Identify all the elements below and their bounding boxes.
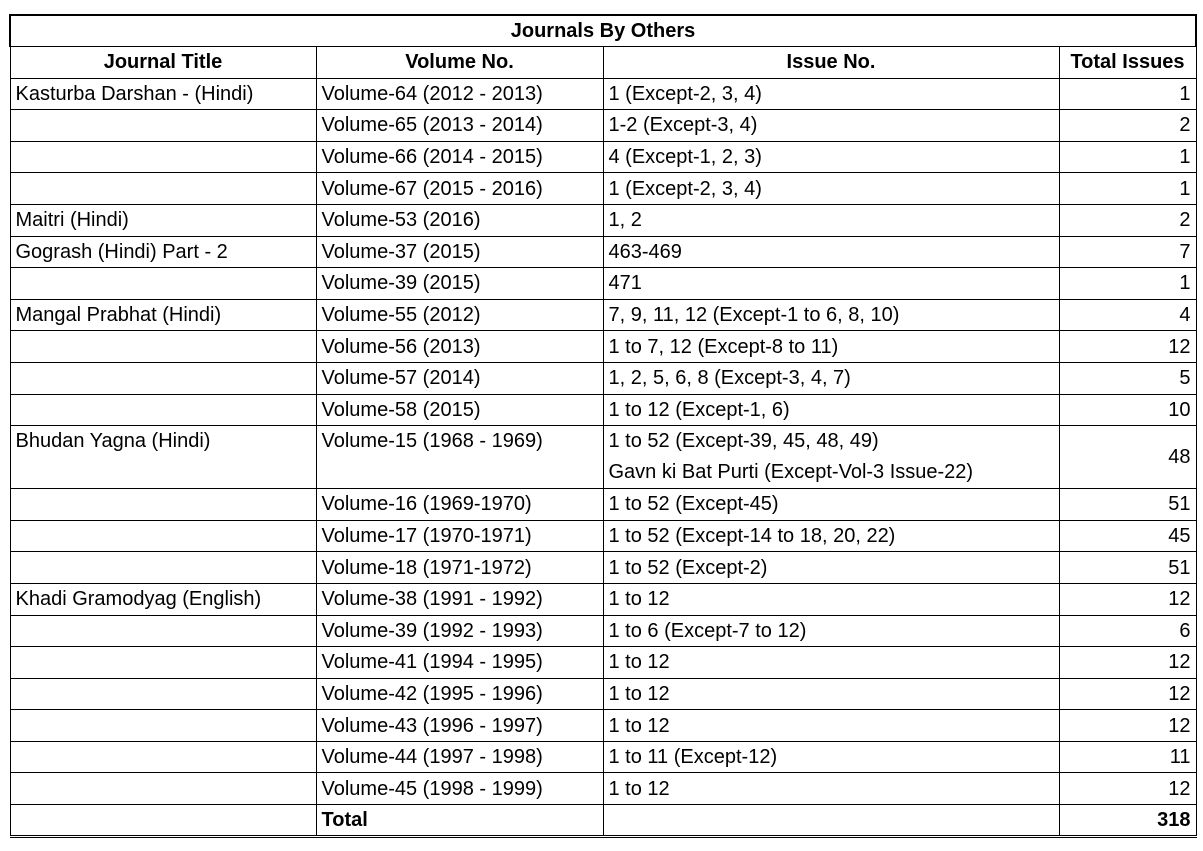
table-row [10,741,1196,773]
journals-table [9,14,1197,838]
volume-cell: Volume-18 (1971-1972) [316,552,603,584]
journal-cell [10,362,316,394]
total-cell: 1 [1059,173,1196,205]
journal-cell [10,615,316,647]
total-cell: 12 [1059,647,1196,679]
journal-cell [10,141,316,173]
volume-cell: Volume-56 (2013) [316,331,603,363]
volume-cell: Volume-58 (2015) [316,394,603,426]
total-cell: 1 [1059,141,1196,173]
journal-cell [10,678,316,710]
table-row [10,299,1196,331]
issue-cell: 1-2 (Except-3, 4) [603,110,1059,142]
table-row [10,426,1196,489]
total-cell: 1 [1059,268,1196,300]
journal-cell [10,268,316,300]
issue-cell: 1, 2, 5, 6, 8 (Except-3, 4, 7) [603,362,1059,394]
total-cell: 6 [1059,615,1196,647]
table-row [10,78,1196,110]
issue-cell: 1 (Except-2, 3, 4) [603,173,1059,205]
journal-cell [10,331,316,363]
total-cell: 45 [1059,520,1196,552]
total-cell: 10 [1059,394,1196,426]
issue-cell [603,426,1059,489]
table-row [10,268,1196,300]
volume-cell: Volume-16 (1969-1970) [316,489,603,521]
journal-cell: Khadi Gramodyag (English) [10,583,316,615]
journal-cell [10,520,316,552]
table-row [10,678,1196,710]
journal-cell [10,489,316,521]
total-empty-cell [603,805,1059,837]
issue-cell: 1 to 52 (Except-2) [603,552,1059,584]
issue-cell: 1 to 52 (Except-14 to 18, 20, 22) [603,520,1059,552]
total-label: Total [316,805,603,837]
issue-cell: 4 (Except-1, 2, 3) [603,141,1059,173]
table-row [10,236,1196,268]
volume-cell: Volume-44 (1997 - 1998) [316,741,603,773]
table-row [10,362,1196,394]
table-row [10,331,1196,363]
header-issue-no: Issue No. [603,47,1059,79]
issue-cell: 1 to 12 [603,773,1059,805]
volume-cell: Volume-57 (2014) [316,362,603,394]
table-row [10,520,1196,552]
table-title-row [10,15,1196,47]
issue-cell: 1 to 12 [603,710,1059,742]
total-cell: 2 [1059,110,1196,142]
issue-cell: 463-469 [603,236,1059,268]
issue-cell: 1 to 52 (Except-45) [603,489,1059,521]
volume-cell: Volume-43 (1996 - 1997) [316,710,603,742]
issue-cell: 471 [603,268,1059,300]
issue-cell: 1, 2 [603,204,1059,236]
total-cell: 12 [1059,710,1196,742]
total-empty-cell [10,805,316,837]
total-cell: 7 [1059,236,1196,268]
issue-line: Gavn ki Bat Purti (Except-Vol-3 Issue-22) [608,461,974,484]
total-cell: 12 [1059,583,1196,615]
table-row [10,615,1196,647]
volume-cell: Volume-39 (1992 - 1993) [316,615,603,647]
volume-cell: Volume-17 (1970-1971) [316,520,603,552]
volume-cell: Volume-39 (2015) [316,268,603,300]
volume-cell: Volume-45 (1998 - 1999) [316,773,603,805]
total-cell: 5 [1059,362,1196,394]
issue-cell: 1 to 11 (Except-12) [603,741,1059,773]
table-row [10,141,1196,173]
issue-cell: 1 to 12 [603,647,1059,679]
total-cell: 1 [1059,78,1196,110]
journal-cell [10,773,316,805]
journal-cell: Maitri (Hindi) [10,204,316,236]
total-cell: 11 [1059,741,1196,773]
volume-cell: Volume-65 (2013 - 2014) [316,110,603,142]
table-row [10,552,1196,584]
volume-cell: Volume-66 (2014 - 2015) [316,141,603,173]
total-cell: 12 [1059,773,1196,805]
header-total-issues: Total Issues [1059,47,1196,79]
total-cell: 12 [1059,678,1196,710]
volume-cell: Volume-37 (2015) [316,236,603,268]
table-row [10,583,1196,615]
table-row [10,204,1196,236]
volume-cell: Volume-15 (1968 - 1969) [316,426,603,489]
table-body [10,78,1196,836]
volume-cell: Volume-64 (2012 - 2013) [316,78,603,110]
issue-cell: 1 to 12 [603,678,1059,710]
table-row [10,489,1196,521]
volume-cell: Volume-42 (1995 - 1996) [316,678,603,710]
journal-cell: Mangal Prabhat (Hindi) [10,299,316,331]
journals-table-container [9,14,1195,838]
total-cell: 51 [1059,489,1196,521]
total-cell: 48 [1059,426,1196,489]
issue-cell: 1 (Except-2, 3, 4) [603,78,1059,110]
journal-cell [10,110,316,142]
table-title: Journals By Others [10,15,1196,47]
volume-cell: Volume-67 (2015 - 2016) [316,173,603,205]
total-cell: 51 [1059,552,1196,584]
journal-cell: Bhudan Yagna (Hindi) [10,426,316,489]
journal-cell: Kasturba Darshan - (Hindi) [10,78,316,110]
table-row [10,710,1196,742]
total-row [10,805,1196,837]
total-cell: 12 [1059,331,1196,363]
volume-cell: Volume-41 (1994 - 1995) [316,647,603,679]
table-row [10,173,1196,205]
table-header-row [10,47,1196,79]
issue-cell: 7, 9, 11, 12 (Except-1 to 6, 8, 10) [603,299,1059,331]
journal-cell [10,741,316,773]
journal-cell: Gogrash (Hindi) Part - 2 [10,236,316,268]
total-value: 318 [1059,805,1196,837]
issue-line: 1 to 52 (Except-39, 45, 48, 49) [608,430,879,453]
header-volume-no: Volume No. [316,47,603,79]
table-row [10,394,1196,426]
header-journal-title: Journal Title [10,47,316,79]
issue-cell: 1 to 12 (Except-1, 6) [603,394,1059,426]
table-row [10,110,1196,142]
journal-cell [10,647,316,679]
volume-cell: Volume-53 (2016) [316,204,603,236]
journal-cell [10,394,316,426]
volume-cell: Volume-38 (1991 - 1992) [316,583,603,615]
journal-cell [10,173,316,205]
total-cell: 4 [1059,299,1196,331]
volume-cell: Volume-55 (2012) [316,299,603,331]
total-cell: 2 [1059,204,1196,236]
journal-cell [10,710,316,742]
issue-cell: 1 to 6 (Except-7 to 12) [603,615,1059,647]
journal-cell [10,552,316,584]
table-row [10,647,1196,679]
issue-cell: 1 to 12 [603,583,1059,615]
issue-cell: 1 to 7, 12 (Except-8 to 11) [603,331,1059,363]
table-row [10,773,1196,805]
